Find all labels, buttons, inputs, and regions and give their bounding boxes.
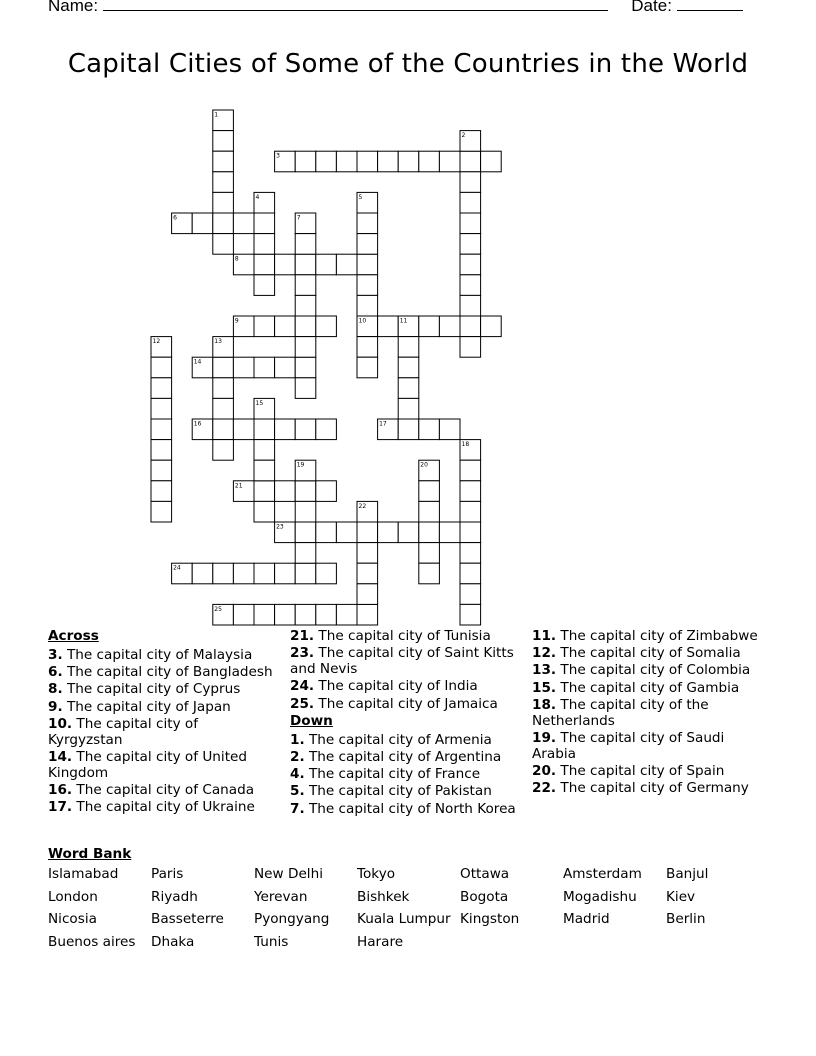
clue-item xyxy=(532,680,768,696)
word-bank-item: Pyongyang xyxy=(254,911,330,928)
clue-item xyxy=(48,749,276,781)
word-bank-item: Tokyo xyxy=(357,866,396,882)
clue-text: The capital city of Argentina xyxy=(304,748,502,765)
grid-cell[interactable] xyxy=(419,543,440,564)
grid-cell[interactable] xyxy=(213,213,234,234)
clue-item xyxy=(532,697,768,729)
grid-cell[interactable] xyxy=(419,316,440,337)
clue-number: 12 xyxy=(152,338,161,346)
word-bank-item: Basseterre xyxy=(151,911,224,928)
clue-number-label: 20. xyxy=(532,763,557,780)
grid-cell[interactable] xyxy=(419,563,440,584)
name-label: Name: xyxy=(48,0,99,15)
grid-cell[interactable] xyxy=(275,357,296,378)
grid-cell[interactable] xyxy=(316,316,337,337)
grid-cell[interactable] xyxy=(336,522,357,543)
grid-cell[interactable] xyxy=(295,337,316,358)
grid-cell[interactable] xyxy=(419,522,440,543)
grid-cell[interactable] xyxy=(419,151,440,172)
grid-cell[interactable] xyxy=(295,419,316,440)
clue-item xyxy=(532,628,768,644)
grid-cell[interactable] xyxy=(254,481,275,502)
word-bank-item: Kiev xyxy=(666,888,696,905)
grid-cell[interactable] xyxy=(295,604,316,625)
grid-cell[interactable] xyxy=(295,481,316,502)
clue-text: The capital city of Gambia xyxy=(556,679,740,696)
grid-cell[interactable] xyxy=(460,254,481,275)
word-bank-item: Mogadishu xyxy=(563,888,637,905)
grid-cell[interactable] xyxy=(460,501,481,522)
grid-cell[interactable] xyxy=(213,419,234,440)
clue-number: 10 xyxy=(358,317,367,325)
word-bank-item: Dhaka xyxy=(151,933,195,950)
clue-item xyxy=(532,730,768,762)
clue-number-label: 16. xyxy=(48,782,73,799)
grid-cell[interactable] xyxy=(357,563,378,584)
grid-cell[interactable] xyxy=(460,151,481,172)
grid-cell[interactable] xyxy=(398,337,419,358)
grid-cell[interactable] xyxy=(398,398,419,419)
page-title: Capital Cities of Some of the Countries in the World xyxy=(67,49,749,79)
date-label: Date: xyxy=(631,0,672,15)
grid-cell[interactable] xyxy=(316,419,337,440)
grid-cell[interactable] xyxy=(233,604,254,625)
grid-cell[interactable] xyxy=(460,192,481,213)
grid-cell[interactable] xyxy=(151,398,172,419)
clue-item xyxy=(48,647,276,663)
clue-heading: Across xyxy=(48,628,99,644)
grid-cell[interactable] xyxy=(295,234,316,255)
grid-cell[interactable] xyxy=(439,151,460,172)
word-bank-item: Tunis xyxy=(254,933,289,950)
grid-cell[interactable] xyxy=(336,254,357,275)
grid-cell[interactable] xyxy=(357,213,378,234)
clue-text: The capital city of Pakistan xyxy=(304,783,492,800)
clue-text: The capital city of Cyprus xyxy=(62,681,241,698)
grid-cell[interactable] xyxy=(357,234,378,255)
grid-cell[interactable] xyxy=(460,481,481,502)
clue-number: 1 xyxy=(214,111,219,119)
clue-text: The capital city of India xyxy=(314,678,478,695)
grid-cell[interactable] xyxy=(460,275,481,296)
grid-cell[interactable] xyxy=(295,357,316,378)
word-bank-item: Buenos aires xyxy=(48,933,136,950)
clue-text: The capital city of Colombia xyxy=(556,662,751,679)
grid-cell[interactable] xyxy=(439,522,460,543)
word-bank-item: Amsterdam xyxy=(563,866,642,882)
grid-cell[interactable] xyxy=(275,316,296,337)
grid-cell[interactable] xyxy=(336,151,357,172)
grid-cell[interactable] xyxy=(398,357,419,378)
grid-cell[interactable] xyxy=(378,522,399,543)
clue-number-label: 18. xyxy=(532,696,557,713)
clue-text: The capital city of Somalia xyxy=(556,645,741,662)
clue-item xyxy=(532,662,768,678)
clue-item xyxy=(290,766,522,782)
clue-number-label: 10. xyxy=(48,715,73,732)
clue-number: 4 xyxy=(255,193,260,201)
clue-number-label: 2. xyxy=(290,748,305,765)
word-bank-item: Kuala Lumpur xyxy=(357,911,451,928)
clue-item xyxy=(290,732,522,748)
grid-cell[interactable] xyxy=(357,543,378,564)
grid-cell[interactable] xyxy=(295,254,316,275)
grid-cell[interactable] xyxy=(316,563,337,584)
word-bank-item: Paris xyxy=(151,866,184,882)
clue-number: 23 xyxy=(276,523,284,531)
word-bank-item: Kingston xyxy=(460,911,520,928)
clue-number-label: 6. xyxy=(48,664,63,681)
word-bank-item: London xyxy=(48,888,98,905)
grid-cell[interactable] xyxy=(295,563,316,584)
grid-cell[interactable] xyxy=(254,275,275,296)
clue-number-label: 9. xyxy=(48,698,63,715)
grid-cell[interactable] xyxy=(316,151,337,172)
clue-number: 22 xyxy=(358,502,367,510)
clue-number: 25 xyxy=(214,605,222,613)
clue-text: The capital city of Bangladesh xyxy=(62,664,273,681)
clue-number: 9 xyxy=(234,317,239,325)
clue-text: The capital city of Canada xyxy=(72,782,255,799)
clues-column-1 xyxy=(48,628,276,817)
clue-item xyxy=(532,763,768,779)
clue-number-label: 25. xyxy=(290,695,315,712)
grid-cell[interactable] xyxy=(254,357,275,378)
grid-cell[interactable] xyxy=(460,172,481,193)
clue-item xyxy=(290,783,522,799)
grid-cell[interactable] xyxy=(295,378,316,399)
grid-cell[interactable] xyxy=(460,316,481,337)
word-bank-item: New Delhi xyxy=(254,866,323,882)
grid-cell[interactable] xyxy=(419,501,440,522)
grid-cell[interactable] xyxy=(357,254,378,275)
grid-cell[interactable] xyxy=(419,481,440,502)
clue-text: The capital city of North Korea xyxy=(304,800,516,817)
grid-cell[interactable] xyxy=(439,316,460,337)
grid-cell[interactable] xyxy=(275,254,296,275)
grid-cell[interactable] xyxy=(213,131,234,152)
grid-cell[interactable] xyxy=(481,316,502,337)
clue-number: 6 xyxy=(173,214,177,222)
grid-cell[interactable] xyxy=(357,337,378,358)
grid-cell[interactable] xyxy=(213,440,234,461)
clue-text: The capital city of France xyxy=(304,766,481,783)
grid-cell[interactable] xyxy=(460,213,481,234)
word-bank-item: Bogota xyxy=(460,888,509,905)
grid-cell[interactable] xyxy=(316,481,337,502)
grid-cell[interactable] xyxy=(398,378,419,399)
grid-cell[interactable] xyxy=(151,460,172,481)
clue-number-label: 22. xyxy=(532,780,557,797)
clue-number: 15 xyxy=(255,399,264,407)
grid-cell[interactable] xyxy=(295,316,316,337)
grid-cell[interactable] xyxy=(275,481,296,502)
clue-item xyxy=(290,749,522,765)
grid-cell[interactable] xyxy=(460,584,481,605)
clue-item xyxy=(290,645,522,677)
grid-cell[interactable] xyxy=(254,604,275,625)
grid-cell[interactable] xyxy=(439,419,460,440)
clue-item xyxy=(48,799,276,815)
grid-cell[interactable] xyxy=(357,295,378,316)
clue-number: 8 xyxy=(234,255,239,263)
word-bank-item: Yerevan xyxy=(254,888,308,905)
clue-number: 13 xyxy=(214,338,222,346)
clue-number: 18 xyxy=(461,441,470,449)
clue-item xyxy=(48,716,276,748)
clue-item xyxy=(290,696,522,712)
grid-cell[interactable] xyxy=(213,172,234,193)
grid-cell[interactable] xyxy=(481,151,502,172)
clue-item xyxy=(532,645,768,661)
clue-item xyxy=(48,681,276,697)
clue-number-label: 1. xyxy=(290,731,305,748)
clue-item xyxy=(48,664,276,680)
clue-number: 3 xyxy=(276,152,280,160)
clue-number-label: 17. xyxy=(48,799,73,816)
grid-cell[interactable] xyxy=(316,522,337,543)
clues-column-2 xyxy=(290,628,522,818)
grid-cell[interactable] xyxy=(357,357,378,378)
clue-number: 7 xyxy=(296,214,301,222)
clue-number-label: 24. xyxy=(290,678,315,695)
clue-number: 19 xyxy=(296,461,305,469)
grid-cell[interactable] xyxy=(254,563,275,584)
grid-cell[interactable] xyxy=(213,192,234,213)
clue-number: 24 xyxy=(173,564,181,572)
grid-cell[interactable] xyxy=(254,460,275,481)
grid-cell[interactable] xyxy=(295,275,316,296)
grid-cell[interactable] xyxy=(213,378,234,399)
word-bank-item: Madrid xyxy=(563,911,610,928)
clues-column-3 xyxy=(532,628,768,798)
grid-cell[interactable] xyxy=(275,419,296,440)
clue-item xyxy=(290,678,522,694)
grid-cell[interactable] xyxy=(357,151,378,172)
word-bank-item: Riyadh xyxy=(151,888,198,905)
grid-cell[interactable] xyxy=(213,151,234,172)
clue-number: 5 xyxy=(358,193,363,201)
grid-cell[interactable] xyxy=(378,316,399,337)
grid-cell[interactable] xyxy=(357,522,378,543)
grid-cell[interactable] xyxy=(336,604,357,625)
clue-number-label: 23. xyxy=(290,645,315,662)
grid-cell[interactable] xyxy=(460,234,481,255)
grid-cell[interactable] xyxy=(398,522,419,543)
clue-number-label: 3. xyxy=(48,647,63,663)
grid-cell[interactable] xyxy=(233,357,254,378)
grid-cell[interactable] xyxy=(460,460,481,481)
grid-cell[interactable] xyxy=(151,357,172,378)
clue-number-label: 14. xyxy=(48,748,73,765)
grid-cell[interactable] xyxy=(275,604,296,625)
word-bank-item: Harare xyxy=(357,933,404,950)
grid-cell[interactable] xyxy=(213,357,234,378)
grid-cell[interactable] xyxy=(254,501,275,522)
grid-cell[interactable] xyxy=(254,213,275,234)
grid-cell[interactable] xyxy=(151,378,172,399)
clue-text: The capital city of Jamaica xyxy=(314,695,498,712)
grid-cell[interactable] xyxy=(213,563,234,584)
word-bank-item: Islamabad xyxy=(48,866,119,882)
clue-text: The capital city of Spain xyxy=(556,763,725,780)
clue-text: The capital city of Germany xyxy=(556,780,749,797)
grid-cell[interactable] xyxy=(316,254,337,275)
grid-cell[interactable] xyxy=(254,234,275,255)
clue-number-label: 21. xyxy=(290,628,315,644)
grid-cell[interactable] xyxy=(378,151,399,172)
grid-cell[interactable] xyxy=(254,419,275,440)
word-bank-item: Bishkek xyxy=(357,888,410,905)
grid-cell[interactable] xyxy=(316,604,337,625)
grid-cell[interactable] xyxy=(233,419,254,440)
clue-item xyxy=(290,801,522,817)
clue-number-label: 19. xyxy=(532,729,557,746)
grid-cell[interactable] xyxy=(151,440,172,461)
clue-number: 17 xyxy=(379,420,387,428)
grid-cell[interactable] xyxy=(398,419,419,440)
grid-cell[interactable] xyxy=(151,501,172,522)
clue-number-label: 13. xyxy=(532,662,557,679)
grid-cell[interactable] xyxy=(295,151,316,172)
clue-number-label: 7. xyxy=(290,800,305,817)
clue-number-label: 4. xyxy=(290,766,305,783)
grid-cell[interactable] xyxy=(357,584,378,605)
clue-text: The capital city of Saint Kitts and Nevis xyxy=(290,645,514,678)
grid-cell[interactable] xyxy=(295,501,316,522)
grid-cell[interactable] xyxy=(460,563,481,584)
clue-text: The capital city of Saudi Arabia xyxy=(532,729,725,762)
word-bank-item: Nicosia xyxy=(48,911,97,928)
clue-number: 2 xyxy=(461,132,466,140)
word-bank-heading: Word Bank xyxy=(48,846,132,862)
grid-cell[interactable] xyxy=(460,543,481,564)
grid-cell[interactable] xyxy=(398,151,419,172)
word-bank-item: Banjul xyxy=(666,866,709,882)
clue-text: The capital city of Ukraine xyxy=(72,799,255,816)
clue-number-label: 15. xyxy=(532,679,557,696)
clue-text: The capital city of Zimbabwe xyxy=(556,628,758,644)
clue-text: The capital city of Armenia xyxy=(304,731,492,748)
grid-cell[interactable] xyxy=(419,419,440,440)
grid-cell[interactable] xyxy=(192,213,213,234)
clue-text: The capital city of United Kingdom xyxy=(48,748,248,781)
grid-cell[interactable] xyxy=(254,440,275,461)
clue-text: The capital city of Tunisia xyxy=(314,628,491,644)
grid-cell[interactable] xyxy=(213,234,234,255)
grid-cell[interactable] xyxy=(233,563,254,584)
grid-cell[interactable] xyxy=(254,316,275,337)
grid-cell[interactable] xyxy=(233,213,254,234)
clue-number: 21 xyxy=(234,482,243,490)
clue-item xyxy=(532,780,768,796)
grid-cell[interactable] xyxy=(192,563,213,584)
grid-cell[interactable] xyxy=(357,275,378,296)
word-bank-item: Berlin xyxy=(666,911,706,928)
clue-number: 16 xyxy=(193,420,202,428)
clue-number-label: 5. xyxy=(290,783,305,800)
grid-cell[interactable] xyxy=(213,398,234,419)
clue-text: The capital city of Malaysia xyxy=(62,647,253,663)
grid-cell[interactable] xyxy=(254,254,275,275)
clue-item xyxy=(290,628,522,644)
clue-text: The capital city of Kyrgyzstan xyxy=(48,715,199,748)
clue-number-label: 12. xyxy=(532,645,557,662)
clue-number: 20 xyxy=(420,461,428,469)
grid-cell[interactable] xyxy=(295,543,316,564)
grid-cell[interactable] xyxy=(460,604,481,625)
grid-cell[interactable] xyxy=(357,604,378,625)
clue-text: The capital city of Japan xyxy=(62,698,231,715)
grid-cell[interactable] xyxy=(151,481,172,502)
clue-number: 11 xyxy=(399,317,408,325)
clue-item xyxy=(48,782,276,798)
grid-cell[interactable] xyxy=(460,337,481,358)
grid-cell[interactable] xyxy=(151,419,172,440)
word-bank-item: Ottawa xyxy=(460,866,510,882)
grid-cell[interactable] xyxy=(460,295,481,316)
clue-text: The capital city of the Netherlands xyxy=(532,696,709,729)
grid-cell[interactable] xyxy=(295,295,316,316)
clue-number: 14 xyxy=(193,358,202,366)
clue-item xyxy=(48,699,276,715)
clue-number-label: 11. xyxy=(532,628,557,644)
grid-cell[interactable] xyxy=(275,563,296,584)
clue-number-label: 8. xyxy=(48,681,63,698)
grid-cell[interactable] xyxy=(295,522,316,543)
grid-cell[interactable] xyxy=(460,522,481,543)
clue-heading: Down xyxy=(290,712,333,729)
